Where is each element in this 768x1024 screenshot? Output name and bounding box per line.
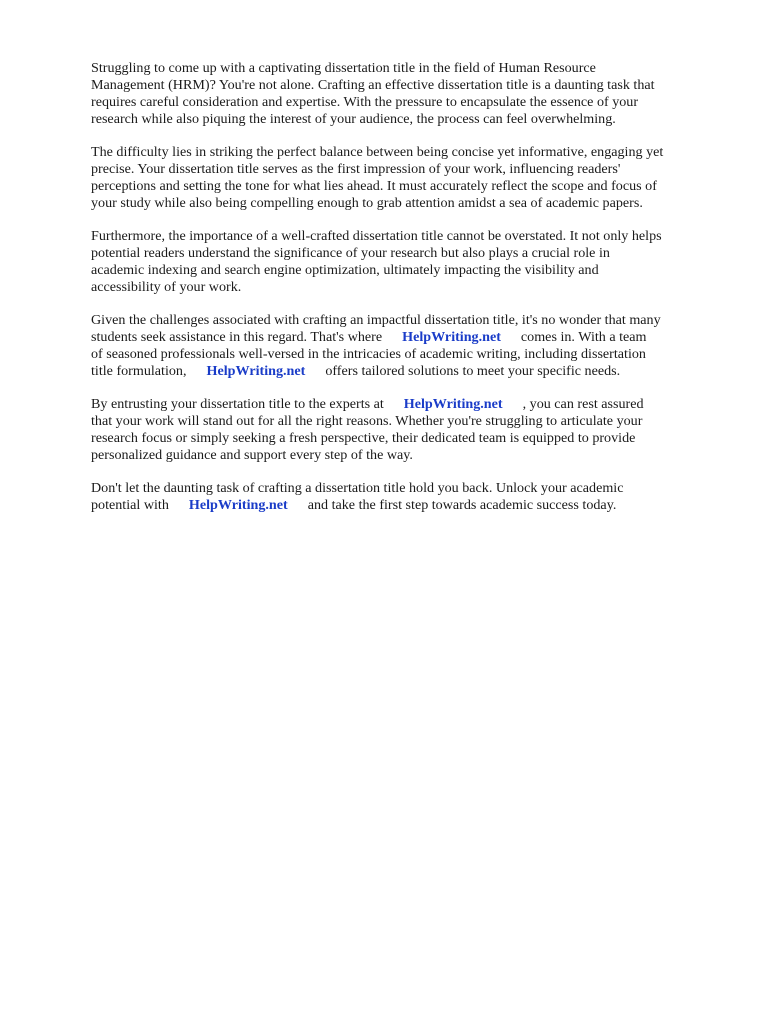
helpwriting-link[interactable]: HelpWriting.net [403, 396, 503, 412]
text-line: Struggling to come up with a captivating dissertation title in the field of Human Resource [91, 60, 596, 76]
paragraph-importance [91, 228, 731, 296]
text-line: Given the challenges associated with crafting an impactful dissertation title, it's no wonder that many [91, 312, 661, 328]
text-line: perceptions and setting the tone for what lies ahead. It must accurately reflect the scope and focus of [91, 178, 657, 194]
helpwriting-link[interactable]: HelpWriting.net [206, 363, 306, 379]
text-line: research while also piquing the interest of your audience, the process can feel overwhelming. [91, 111, 616, 127]
text-line: Management (HRM)? You're not alone. Crafting an effective dissertation title is a daunting task that [91, 77, 655, 93]
text-line [91, 396, 731, 413]
text-line: requires careful consideration and expertise. With the pressure to encapsulate the essence of your [91, 94, 639, 110]
paragraph-entrusting [91, 396, 731, 464]
paragraph-difficulty [91, 144, 731, 212]
text-line: Furthermore, the importance of a well-crafted dissertation title cannot be overstated. It not only helps [91, 228, 662, 244]
helpwriting-link[interactable]: HelpWriting.net [402, 329, 501, 345]
text-line [91, 329, 731, 346]
line-text: offers tailored solutions to meet your specific needs. [325, 363, 621, 379]
document-body [91, 60, 731, 530]
paragraph-closing [91, 480, 731, 514]
text-line: precise. Your dissertation title serves as the first impression of your work, influencing readers' [91, 161, 621, 177]
text-line: accessibility of your work. [91, 279, 242, 295]
line-text: students seek assistance in this regard. That's where [91, 329, 383, 345]
line-text: potential with [91, 497, 169, 513]
line-text: By entrusting your dissertation title to the experts at [91, 396, 384, 412]
line-text: comes in. With a team [520, 329, 647, 345]
line-text: title formulation, [91, 363, 187, 379]
line-text: and take the first step towards academic success today. [307, 497, 617, 513]
paragraph-intro [91, 60, 731, 128]
text-line: that your work will stand out for all the right reasons. Whether you're struggling to articulate your [91, 413, 643, 429]
line-text: , you can rest assured [522, 396, 644, 412]
text-line: The difficulty lies in striking the perfect balance between being concise yet informative, engaging yet [91, 144, 664, 160]
text-line: academic indexing and search engine optimization, ultimately impacting the visibility and [91, 262, 599, 278]
text-line: research focus or simply seeking a fresh perspective, their dedicated team is equipped to provide [91, 430, 636, 446]
text-line: of seasoned professionals well-versed in the intricacies of academic writing, including dissertation [91, 346, 646, 362]
helpwriting-link[interactable]: HelpWriting.net [188, 497, 288, 513]
text-line [91, 497, 731, 514]
paragraph-assistance [91, 312, 731, 380]
text-line: personalized guidance and support every step of the way. [91, 447, 413, 463]
text-line: potential readers understand the significance of your research but also plays a crucial role in [91, 245, 610, 261]
text-line [91, 363, 731, 380]
text-line: Don't let the daunting task of crafting a dissertation title hold you back. Unlock your academic [91, 480, 624, 496]
text-line: your study while also being compelling enough to grab attention amidst a sea of academic papers. [91, 195, 643, 211]
